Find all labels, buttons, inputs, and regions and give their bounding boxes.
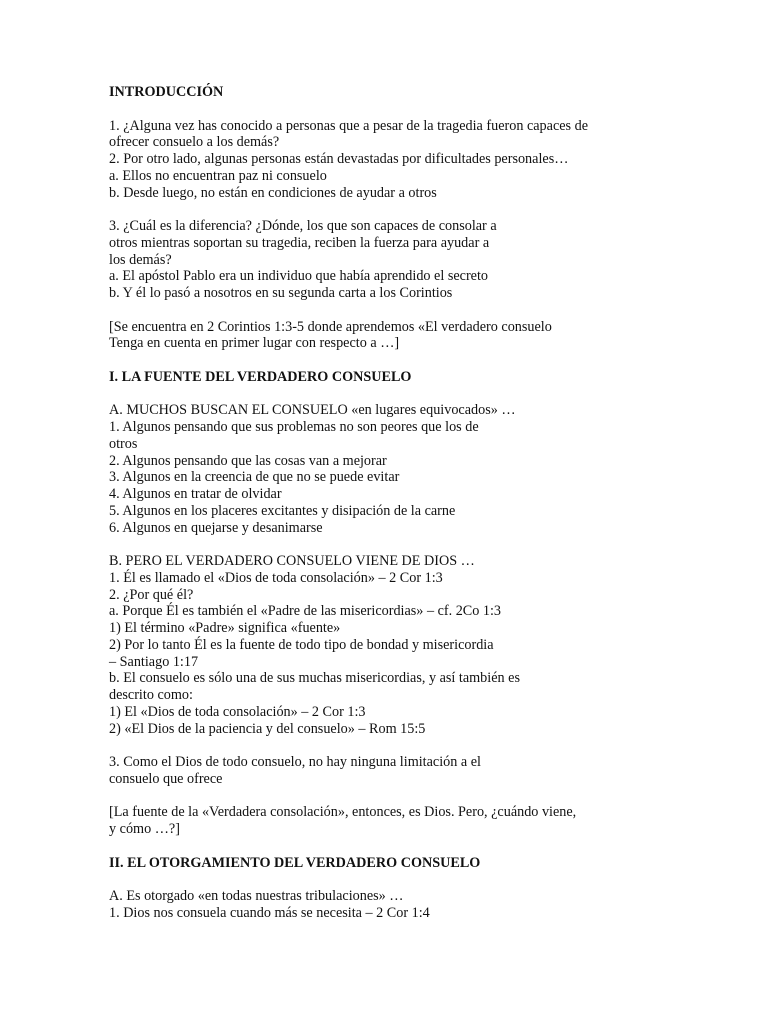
text-line: a. Porque Él es también el «Padre de las misericordias» – cf. 2Co 1:3 (109, 603, 502, 620)
document-page (109, 84, 669, 922)
paragraph-spacer (109, 302, 669, 319)
text-line: otros (109, 435, 138, 452)
text-line: 3. Algunos en la creencia de que no se puede evitar (109, 469, 400, 486)
paragraph-spacer (109, 737, 669, 754)
text-line: los demás? (109, 251, 172, 268)
heading-text: I. LA FUENTE DEL VERDADERO CONSUELO (109, 368, 412, 385)
text-line: B. PERO EL VERDADERO CONSUELO VIENE DE DIOS … (109, 553, 475, 569)
paragraph-spacer (109, 838, 669, 855)
text-line: y cómo …?] (109, 821, 180, 837)
text-line: 6. Algunos en quejarse y desanimarse (109, 519, 323, 536)
paragraph-spacer (109, 352, 669, 369)
text-line: 2. Algunos pensando que las cosas van a mejorar (109, 452, 387, 469)
text-line: 1. Él es llamado el «Dios de toda consolación» – 2 Cor 1:3 (109, 569, 443, 586)
text-line: [La fuente de la «Verdadera consolación», entonces, es Dios. Pero, ¿cuándo viene, (109, 804, 577, 821)
text-line: [Se encuentra en 2 Corintios 1:3-5 donde aprendemos «El verdadero consuelo (109, 318, 552, 335)
text-line: b. El consuelo es sólo una de sus muchas misericordias, y así también es (109, 670, 520, 687)
paragraph (109, 319, 669, 353)
text-line: 2) Por lo tanto Él es la fuente de todo tipo de bondad y misericordia (109, 636, 494, 653)
text-line: 1. Algunos pensando que sus problemas no son peores que los de (109, 419, 479, 435)
text-line: 3. Como el Dios de todo consuelo, no hay ninguna limitación a el (109, 754, 481, 770)
paragraph-spacer (109, 788, 669, 805)
paragraph (109, 118, 669, 202)
text-line: A. Es otorgado «en todas nuestras tribulaciones» … (109, 888, 404, 904)
paragraph-spacer (109, 536, 669, 553)
paragraph (109, 888, 669, 922)
section-heading (109, 84, 669, 101)
text-line: 4. Algunos en tratar de olvidar (109, 486, 282, 502)
text-line: Tenga en cuenta en primer lugar con respecto a …] (109, 335, 400, 352)
paragraph-spacer (109, 871, 669, 888)
paragraph-spacer (109, 101, 669, 118)
text-line: b. Y él lo pasó a nosotros en su segunda carta a los Corintios (109, 285, 453, 301)
text-line: 1. ¿Alguna vez has conocido a personas que a pesar de la tragedia fueron capaces de (109, 117, 589, 134)
text-line: consuelo que ofrece (109, 770, 223, 787)
text-line: b. Desde luego, no están en condiciones de ayudar a otros (109, 184, 437, 201)
paragraph (109, 804, 669, 838)
text-line: a. Ellos no encuentran paz ni consuelo (109, 167, 327, 184)
paragraph (109, 402, 669, 536)
text-line: a. El apóstol Pablo era un individuo que había aprendido el secreto (109, 268, 489, 285)
heading-text: INTRODUCCIÓN (109, 84, 224, 100)
text-line: – Santiago 1:17 (109, 653, 199, 670)
text-line: ofrecer consuelo a los demás? (109, 134, 280, 151)
paragraph-spacer (109, 201, 669, 218)
text-line: 5. Algunos en los placeres excitantes y disipación de la carne (109, 502, 456, 519)
paragraph (109, 754, 669, 788)
text-line: 1) El término «Padre» significa «fuente» (109, 620, 341, 636)
text-line: A. MUCHOS BUSCAN EL CONSUELO «en lugares equivocados» … (109, 402, 516, 419)
text-line: 2) «El Dios de la paciencia y del consuelo» – Rom 15:5 (109, 720, 426, 737)
section-heading (109, 369, 669, 386)
paragraph (109, 218, 669, 302)
text-line: 1) El «Dios de toda consolación» – 2 Cor 1:3 (109, 703, 366, 720)
section-heading (109, 855, 669, 872)
heading-text: II. EL OTORGAMIENTO DEL VERDADERO CONSUELO (109, 854, 481, 871)
text-line: 3. ¿Cuál es la diferencia? ¿Dónde, los que son capaces de consolar a (109, 218, 497, 234)
text-line: descrito como: (109, 687, 193, 703)
text-line: otros mientras soportan su tragedia, reciben la fuerza para ayudar a (109, 234, 490, 251)
text-line: 2. Por otro lado, algunas personas están devastadas por dificultades personales… (109, 151, 569, 167)
text-line: 2. ¿Por qué él? (109, 586, 194, 603)
paragraph (109, 553, 669, 737)
paragraph-spacer (109, 386, 669, 403)
text-line: 1. Dios nos consuela cuando más se necesita – 2 Cor 1:4 (109, 904, 430, 921)
